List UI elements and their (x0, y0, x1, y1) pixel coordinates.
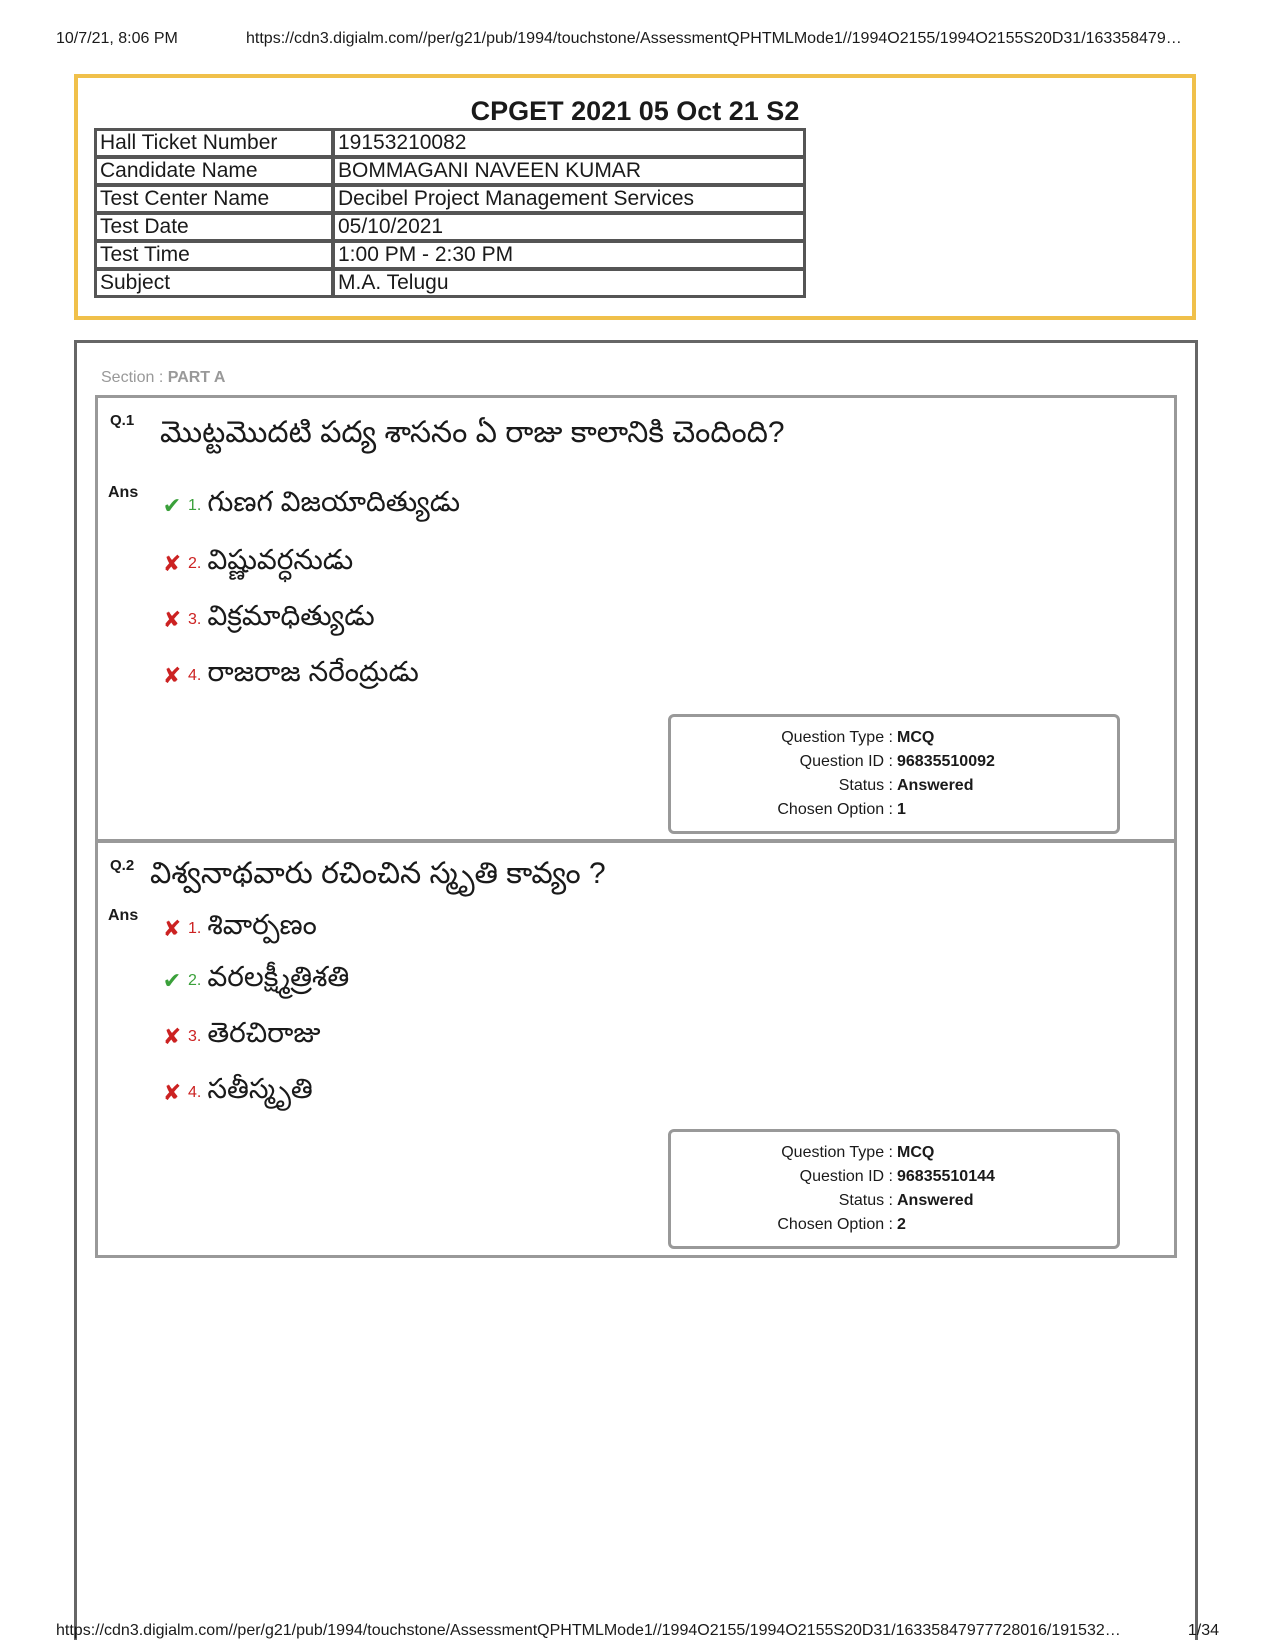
question-card-2 (95, 840, 1177, 1258)
option-1 (160, 486, 460, 525)
info-key: Test Date (95, 213, 333, 241)
option-3 (160, 1017, 321, 1056)
info-value: 1:00 PM - 2:30 PM (333, 241, 805, 269)
info-row (95, 213, 805, 241)
section-label: Section : PART A (101, 369, 226, 386)
ans-label: Ans (108, 907, 139, 924)
option-text: వరలక్ష్మీత్రిశతి (207, 961, 350, 992)
option-1 (160, 909, 317, 948)
option-4 (160, 1073, 313, 1112)
footer-url: https://cdn3.digialm.com//per/g21/pub/1994/touchstone/AssessmentQPHTMLMode1//1994O2155/1994O2155S20D31/16335847977728016/191532… (56, 1622, 1121, 1639)
option-2 (160, 961, 349, 1000)
meta-question-id: Question ID : 96835510144 (799, 1168, 995, 1185)
check-icon: ✔ (162, 492, 182, 518)
option-text: విక్రమాధిత్యుడు (207, 600, 375, 631)
option-number: 2. (188, 554, 202, 572)
info-value: 19153210082 (333, 129, 805, 157)
question-meta-box (668, 714, 1120, 834)
cross-icon: ✘ (162, 915, 182, 941)
check-icon: ✔ (162, 967, 182, 993)
cross-icon: ✘ (162, 606, 182, 632)
info-row (95, 269, 805, 297)
meta-status: Status : Answered (838, 777, 974, 794)
question-text: విశ్వనాథవారు రచించిన స్మృతి కావ్యం ? (150, 857, 606, 890)
candidate-info-box (74, 74, 1196, 320)
option-number: 4. (188, 666, 202, 684)
cross-icon: ✘ (162, 550, 182, 576)
cross-icon: ✘ (162, 1023, 182, 1049)
option-number: 1. (188, 919, 202, 937)
meta-question-id: Question ID : 96835510092 (799, 753, 995, 770)
option-number: 4. (188, 1083, 202, 1101)
option-text: విష్ణువర్ధనుడు (207, 544, 354, 575)
question-card-1 (95, 395, 1177, 842)
option-text: రాజరాజ నరేంద్రుడు (207, 656, 419, 687)
print-date: 10/7/21, 8:06 PM (56, 30, 178, 47)
ans-label: Ans (108, 484, 139, 501)
question-meta-box (668, 1129, 1120, 1249)
meta-question-type: Question Type : MCQ (781, 1144, 935, 1161)
question-number: Q.1 (110, 412, 135, 429)
option-4 (160, 656, 419, 695)
cross-icon: ✘ (162, 1079, 182, 1105)
meta-question-type: Question Type : MCQ (781, 729, 935, 746)
option-number: 3. (188, 610, 202, 628)
print-header (56, 30, 1219, 48)
info-key: Test Center Name (95, 185, 333, 213)
option-number: 1. (188, 496, 202, 514)
info-key: Subject (95, 269, 333, 297)
meta-chosen-option: Chosen Option : 1 (777, 801, 906, 818)
exam-title: CPGET 2021 05 Oct 21 S2 (470, 96, 800, 126)
meta-chosen-option: Chosen Option : 2 (777, 1216, 906, 1233)
info-key: Candidate Name (95, 157, 333, 185)
option-text: తెరచిరాజు (207, 1017, 321, 1048)
questions-panel (74, 340, 1198, 1640)
option-number: 3. (188, 1027, 202, 1045)
print-footer (56, 1622, 1219, 1640)
option-2 (160, 544, 353, 583)
info-value: M.A. Telugu (333, 269, 805, 297)
info-key: Test Time (95, 241, 333, 269)
info-value: 05/10/2021 (333, 213, 805, 241)
option-text: గుణగ విజయాదిత్యుడు (207, 486, 461, 517)
cross-icon: ✘ (162, 662, 182, 688)
info-row (95, 129, 805, 157)
meta-status: Status : Answered (838, 1192, 974, 1209)
question-text: మొట్టమొదటి పద్య శాసనం ఏ రాజు కాలానికి చెందింది? (160, 416, 785, 449)
info-row (95, 241, 805, 269)
option-text: శివార్పణం (207, 909, 317, 940)
option-3 (160, 600, 375, 639)
info-value: BOMMAGANI NAVEEN KUMAR (333, 157, 805, 185)
info-row (95, 185, 805, 213)
page-number: 1/34 (1187, 1622, 1219, 1639)
candidate-info-table (94, 128, 806, 298)
info-key: Hall Ticket Number (95, 129, 333, 157)
print-url: https://cdn3.digialm.com//per/g21/pub/1994/touchstone/AssessmentQPHTMLMode1//1994O2155/1994O2155S20D31/163358479… (246, 30, 1182, 47)
info-row (95, 157, 805, 185)
option-text: సతీస్మృతి (207, 1073, 313, 1104)
option-number: 2. (188, 971, 202, 989)
info-value: Decibel Project Management Services (333, 185, 805, 213)
question-number: Q.2 (110, 857, 135, 874)
